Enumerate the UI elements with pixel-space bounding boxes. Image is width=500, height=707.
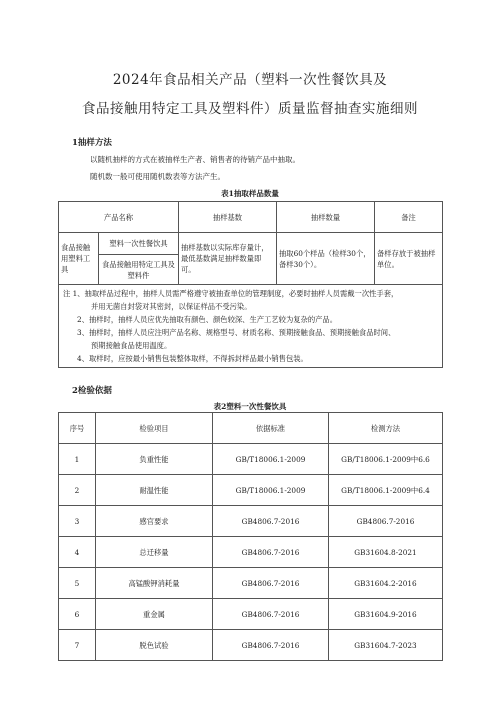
table2-caption: 表2塑料一次性餐饮具 [213, 402, 287, 411]
table2-cell-standard: GB4806.7-2016 [213, 630, 329, 661]
table2-cell-item: 耐温性能 [96, 475, 213, 506]
note-line: 预期接触食品使用温度。 [91, 341, 172, 350]
table2-cell-no: 2 [59, 475, 96, 506]
table-row [59, 475, 443, 506]
note-line: 4、取样时，应按最小销售包装整体取样，不得拆封样品最小销售包装。 [77, 354, 308, 363]
table2-cell-method: GB31604.2-2016 [329, 568, 443, 599]
note-line: 注 1、抽取样品过程中，抽样人员需严格遵守被抽查单位的管理制度，必要时抽样人员需戴一次性手套， [63, 289, 399, 298]
table-row [59, 630, 443, 661]
table-row [59, 444, 443, 475]
table2-cell-method: GB4806.7-2016 [329, 506, 443, 537]
table2-cell-no: 1 [59, 444, 96, 475]
table2-cell-standard: GB4806.7-2016 [213, 568, 329, 599]
table1-qty: 抽取60个样品（检样30个，备样30个）。 [277, 233, 375, 285]
table1-group: 食品接触用塑料工具 [59, 233, 99, 285]
table2-cell-method: GB31604.9-2016 [329, 599, 443, 630]
section1-para2: 随机数一般可使用随机数表等方法产生。 [90, 172, 225, 181]
note-line: 并用无菌自封袋对其密封，以保证样品不受污染。 [91, 302, 252, 311]
table2-cell-standard: GB/T18006.1-2009 [213, 475, 329, 506]
table2-header-no: 序号 [59, 413, 96, 444]
table2-cell-item: 感官要求 [96, 506, 213, 537]
table2-cell-no: 4 [59, 537, 96, 568]
table2-cell-item: 高锰酸钾消耗量 [96, 568, 213, 599]
inspection-table [58, 412, 443, 661]
table2-cell-no: 7 [59, 630, 96, 661]
table2-header-item: 检验项目 [96, 413, 213, 444]
section1-para1: 以随机抽样的方式在被抽样生产者、销售者的待销产品中抽取。 [90, 155, 300, 164]
table1-item2: 食品接触用特定工具及塑料件 [99, 255, 179, 285]
table2-cell-item: 重金属 [96, 599, 213, 630]
table2-cell-standard: GB4806.7-2016 [213, 506, 329, 537]
table1-header-remark: 备注 [375, 202, 443, 233]
note-line: 2、抽样时，抽样人员应优先抽取有颜色、颜色较深、生产工艺较为复杂的产品。 [77, 315, 338, 324]
table1-header-product: 产品名称 [59, 202, 179, 233]
table2-cell-method: GB/T18006.1-2009中6.4 [329, 475, 443, 506]
table2-cell-no: 5 [59, 568, 96, 599]
sampling-table [58, 201, 443, 368]
table-row [59, 568, 443, 599]
table1-base: 抽样基数以实际库存量计，最低基数满足抽样数量即可。 [179, 233, 277, 285]
table2-cell-method: GB31604.8-2021 [329, 537, 443, 568]
table2-cell-item: 总迁移量 [96, 537, 213, 568]
table2-cell-method: GB31604.7-2023 [329, 630, 443, 661]
table2-cell-item: 脱色试验 [96, 630, 213, 661]
table2-cell-standard: GB/T18006.1-2009 [213, 444, 329, 475]
section1-heading: 1抽样方法 [72, 138, 112, 148]
table2-cell-standard: GB4806.7-2016 [213, 537, 329, 568]
table1-caption: 表1抽取样品数量 [221, 189, 279, 198]
table2-cell-standard: GB4806.7-2016 [213, 599, 329, 630]
table-row [59, 537, 443, 568]
table1-remark: 备样存放于被抽样单位。 [375, 233, 443, 285]
note-line: 3、抽样时，抽样人员应注明产品名称、规格型号、材质名称、预期接触食品、预期接触食品时间、 [77, 328, 396, 337]
table1-header-qty: 抽样数量 [277, 202, 375, 233]
table2-cell-no: 6 [59, 599, 96, 630]
table2-header-method: 检测方法 [329, 413, 443, 444]
doc-title-line1: 2024年食品相关产品（塑料一次性餐饮具及 [112, 72, 388, 88]
table2-cell-item: 负重性能 [96, 444, 213, 475]
table2-cell-no: 3 [59, 506, 96, 537]
table1-header-base: 抽样基数 [179, 202, 277, 233]
table2-cell-method: GB/T18006.1-2009中6.6 [329, 444, 443, 475]
section2-heading: 2检验依据 [72, 386, 112, 396]
table-row [59, 599, 443, 630]
table1-notes [59, 285, 443, 368]
table-row [59, 506, 443, 537]
table2-header-standard: 依据标准 [213, 413, 329, 444]
table1-item1: 塑料一次性餐饮具 [99, 233, 179, 255]
doc-title-line2: 食品接触用特定工具及塑料件）质量监督抽查实施细则 [82, 101, 418, 117]
